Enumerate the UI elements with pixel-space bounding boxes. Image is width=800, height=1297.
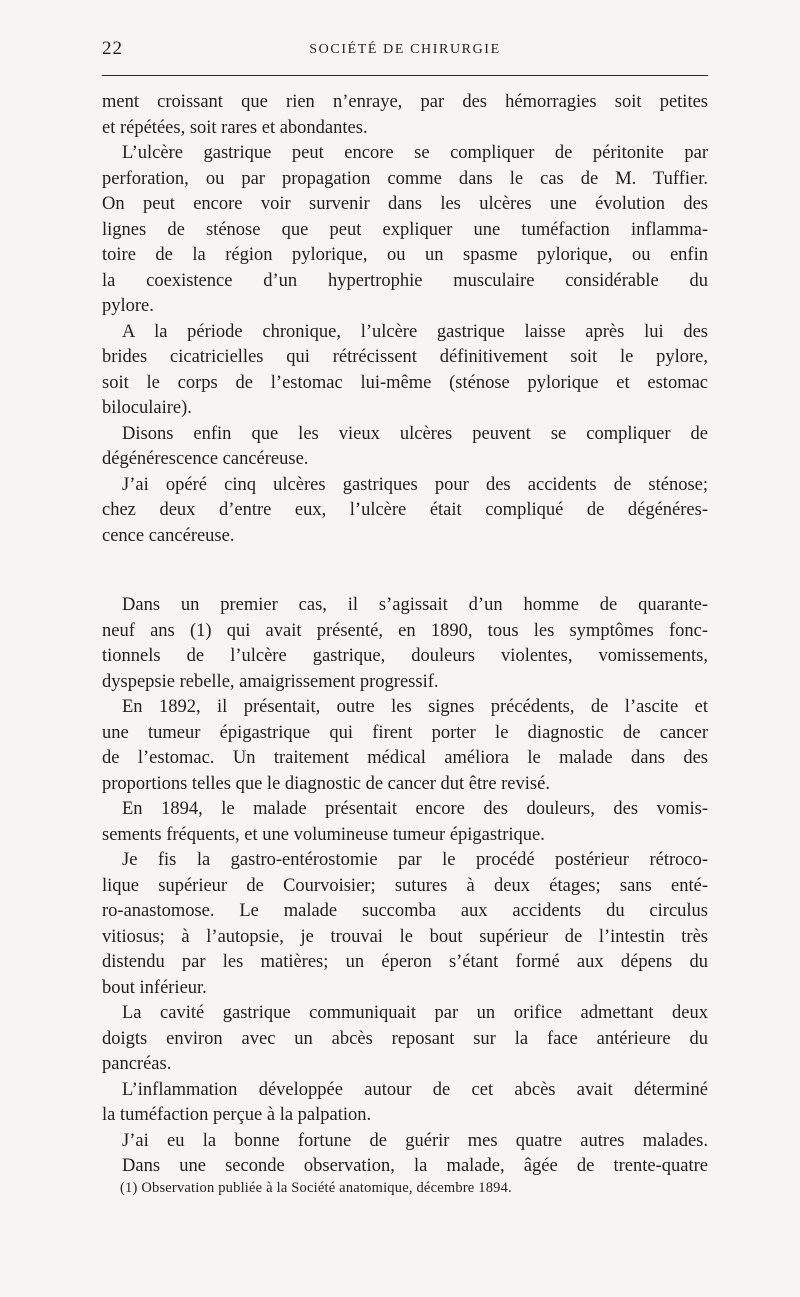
text-line: dégénérescence cancéreuse. <box>102 449 309 469</box>
text-line: proportions telles que le diagnostic de cancer dut être revisé. <box>102 773 550 794</box>
paragraph <box>102 797 708 848</box>
text-line: J’ai opéré cinq ulcères gastriques pour des accidents de sténose; <box>122 474 708 495</box>
text-line: On peut encore voir survenir dans les ulcères une évolution des <box>102 194 708 214</box>
text-line: Dans une seconde observation, la malade, âgée de trente-quatre <box>122 1156 708 1176</box>
text-line: neuf ans (1) qui avait présenté, en 1890, tous les symptômes fonc- <box>102 620 708 641</box>
text-line: Je fis la gastro-entérostomie par le procédé postérieur rétroco- <box>122 850 708 870</box>
paragraph <box>102 1154 708 1180</box>
text-line: dyspepsie rebelle, amaigrissement progressif. <box>102 671 439 692</box>
text-line: la coexistence d’un hypertrophie musculaire considérable du <box>102 270 708 291</box>
text-line: En 1892, il présentait, outre les signes précédents, de l’ascite et <box>122 697 708 717</box>
text-line: ment croissant que rien n’enraye, par des hémorragies soit petites <box>102 92 708 112</box>
footnote: (1) Observation publiée à la Société anatomique, décembre 1894. <box>120 1180 512 1196</box>
text-line: distendu par les matières; un éperon s’étant formé aux dépens du <box>102 952 708 972</box>
paragraph <box>102 1078 708 1129</box>
text-line: Disons enfin que les vieux ulcères peuvent se compliquer de <box>122 423 708 444</box>
text-line: perforation, ou par propagation comme dans le cas de M. Tuffier. <box>102 168 708 189</box>
paragraph <box>102 141 708 320</box>
text-line: chez deux d’entre eux, l’ulcère était compliqué de dégénéres- <box>102 500 708 520</box>
header-rule <box>102 75 708 76</box>
text-line: doigts environ avec un abcès reposant sur la face antérieure du <box>102 1028 708 1049</box>
text-line: biloculaire). <box>102 398 192 418</box>
text-line: lignes de sténose que peut expliquer une tuméfaction inflamma- <box>102 219 708 240</box>
text-line: de l’estomac. Un traitement médical améliora le malade dans des <box>102 748 708 768</box>
text-line: L’inflammation développée autour de cet abcès avait déterminé <box>122 1079 708 1100</box>
paragraph <box>102 320 708 422</box>
page-header <box>102 38 708 62</box>
text-line: tionnels de l’ulcère gastrique, douleurs violentes, vomissements, <box>102 646 708 666</box>
text-line: pancréas. <box>102 1054 172 1074</box>
paragraph <box>102 1129 708 1155</box>
text-line: Dans un premier cas, il s’agissait d’un homme de quarante- <box>122 595 708 615</box>
section-gap <box>102 549 708 593</box>
text-line: J’ai eu la bonne fortune de guérir mes quatre autres malades. <box>122 1130 708 1151</box>
text-line: cence cancéreuse. <box>102 525 235 546</box>
text-line: En 1894, le malade présentait encore des douleurs, des vomis- <box>122 799 708 819</box>
paragraph <box>102 593 708 695</box>
text-line: L’ulcère gastrique peut encore se compliquer de péritonite par <box>122 143 708 163</box>
text-line: sements fréquents, et une volumineuse tumeur épigastrique. <box>102 824 545 845</box>
running-title: SOCIÉTÉ DE CHIRURGIE <box>309 42 501 57</box>
text-line: une tumeur épigastrique qui firent porter le diagnostic de cancer <box>102 722 708 743</box>
paragraph <box>102 695 708 797</box>
paragraph <box>102 1001 708 1078</box>
paragraph <box>102 473 708 550</box>
text-line: et répétées, soit rares et abondantes. <box>102 117 368 138</box>
text-line: brides cicatricielles qui rétrécissent définitivement soit le pylore, <box>102 347 708 367</box>
text-line: la tuméfaction perçue à la palpation. <box>102 1105 372 1125</box>
paragraph <box>102 90 708 141</box>
paragraph <box>102 848 708 1001</box>
body-text <box>102 90 708 1180</box>
paragraph <box>102 422 708 473</box>
text-line: soit le corps de l’estomac lui-même (sténose pylorique et estomac <box>102 372 708 393</box>
text-line: bout inférieur. <box>102 977 207 998</box>
text-line: ro-anastomose. Le malade succomba aux accidents du circulus <box>102 901 708 921</box>
text-line: vitiosus; à l’autopsie, je trouvai le bout supérieur de l’intestin très <box>102 926 708 947</box>
text-line: A la période chronique, l’ulcère gastrique laisse après lui des <box>122 321 708 342</box>
text-line: pylore. <box>102 296 154 316</box>
page-number: 22 <box>102 38 123 59</box>
text-line: La cavité gastrique communiquait par un orifice admettant deux <box>122 1003 708 1023</box>
text-line: toire de la région pylorique, ou un spasme pylorique, ou enfin <box>102 245 708 265</box>
text-line: lique supérieur de Courvoisier; sutures à deux étages; sans enté- <box>102 875 708 896</box>
